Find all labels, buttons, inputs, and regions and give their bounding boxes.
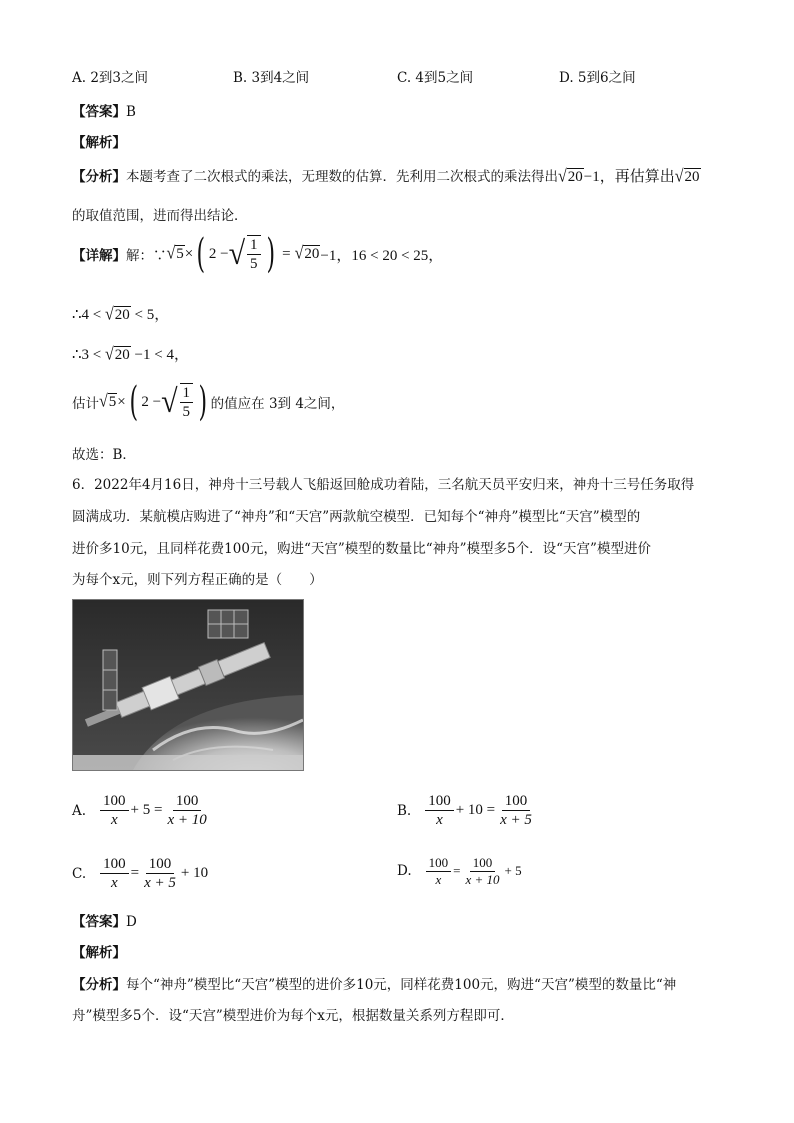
answer-value: D [126,914,137,930]
fraction: $\frac{100}{x + 10}$ [167,793,207,828]
option-label: A. [72,802,87,819]
spacecraft-photo [72,599,304,771]
q5-fenxi-line2: 的取值范围，进而得出结论． [72,208,248,224]
q5-fenxi-line1 [72,165,701,186]
option-mid: = [453,863,461,879]
option-label: C. [72,865,87,882]
right-paren: ) [266,231,275,277]
fenxi-text1: 本题考查了二次根式的乘法，无理数的估算．先利用二次根式的乘法得出 [126,169,558,185]
sqrt-20: √20 [294,244,320,263]
two-minus: 2 − [141,393,162,410]
option-mid: = [130,865,140,881]
fraction: $\frac{100}{x + 5}$ [144,856,176,891]
q6-option-a [72,792,212,829]
q5-xiangjie-line3 [72,343,189,364]
answer-label: 【答案】 [72,104,126,120]
option-tail: + 5 [504,863,522,879]
line4-pre: 估计 [72,396,99,412]
option-label: D. [397,863,412,880]
sqrt-fraction: √ $\frac{1}{5}$ [229,235,263,273]
xiangjie-intro: 解：∵ [126,248,167,264]
sqrt-expr-2: √20 [674,167,700,186]
q6-fenxi-line2: 舟”模型多5个．设“天宫”模型进价为每个x元，根据数量关系列方程即可． [72,1008,514,1024]
option-mid: + 10 = [455,802,496,818]
times-sign: × [184,245,194,262]
q5-option-b: B. 3到4之间 [233,70,310,86]
fraction: $\frac{100}{x}$ [100,792,129,829]
q6-fenxi-line1 [72,973,676,993]
q6-stem-line1: 6．2022年4月16日，神舟十三号载人飞船返回舱成功着陆，三名航天员平安归来，神舟十三号任务取得 [72,477,695,493]
eq-tail: −1，16 < 20 < 25， [320,247,444,264]
q6-option-d [397,855,522,887]
q6-option-b [397,792,537,829]
sqrt-5: √5 [99,392,117,411]
fenxi-label: 【分析】 [72,169,126,185]
answer-value: B [126,104,136,120]
q6-analysis-label: 【解析】 [72,945,126,961]
option-mid: + 5 = [130,802,163,818]
q6-stem-line2: 圆满成功．某航模店购进了“神舟”和“天宫”两款航空模型．已知每个“神舟”模型比“天宫”模型的 [72,509,641,525]
left-paren: ( [129,379,138,425]
line4-post: 的值应在 3到 4之间， [210,396,345,412]
q5-choose: 故选：B． [72,447,136,463]
q5-option-c: C. 4到5之间 [397,70,474,86]
equals-sign: = [282,245,291,262]
right-paren: ) [198,379,208,425]
line3-post: −1 < 4， [134,347,189,363]
xiangjie-label: 【详解】 [72,248,126,264]
q5-analysis-label: 【解析】 [72,135,126,151]
line2-pre: ∴4 < [72,307,102,323]
q6-option-c [72,855,208,892]
q6-answer [72,910,137,930]
sqrt-5: √5 [166,244,184,263]
fenxi-line1-text: 每个“神舟”模型比“天宫”模型的进价多10元，同样花费100元，购进“天宫”模型的数量比“神 [126,977,677,993]
two-minus: 2 − [208,245,229,262]
q5-option-d: D. 5到6之间 [559,70,636,86]
sqrt-fraction: √ $\frac{1}{5}$ [161,383,195,421]
q6-stem-line3: 进价多10元，且同样花费100元，购进“天宫”模型的数量比“神舟”模型多5个．设“天宫”模型进价 [72,541,651,557]
sqrt-20: √20 [105,345,130,364]
fraction: $\frac{100}{x}$ [100,855,129,892]
fenxi-label: 【分析】 [72,977,126,993]
q5-answer [72,100,136,120]
q5-xiangjie-line2 [72,303,169,324]
sqrt-20: √20 [105,305,130,324]
fraction: $\frac{100}{x}$ [425,792,454,829]
q5-xiangjie-line1 [72,231,444,277]
line2-post: < 5， [134,307,170,323]
left-paren: ( [196,231,206,277]
q5-xiangjie-line4 [72,379,345,425]
option-label: B. [397,802,412,819]
times-sign: × [117,393,126,410]
fraction: $\frac{100}{x + 10}$ [465,855,500,887]
q5-option-a: A. 2到3之间 [72,70,149,86]
fraction: $\frac{100}{x}$ [426,855,452,887]
line3-pre: ∴3 < [72,347,102,363]
option-tail: + 10 [180,865,209,881]
sqrt-expr-1: √20 [558,167,583,186]
answer-label: 【答案】 [72,914,126,930]
q6-stem-line4: 为每个x元，则下列方程正确的是（ ） [72,572,323,588]
fenxi-expr1-tail: −1，再估算出 [583,169,675,185]
spacecraft-illustration [73,600,303,770]
fraction: $\frac{100}{x + 5}$ [500,793,532,828]
